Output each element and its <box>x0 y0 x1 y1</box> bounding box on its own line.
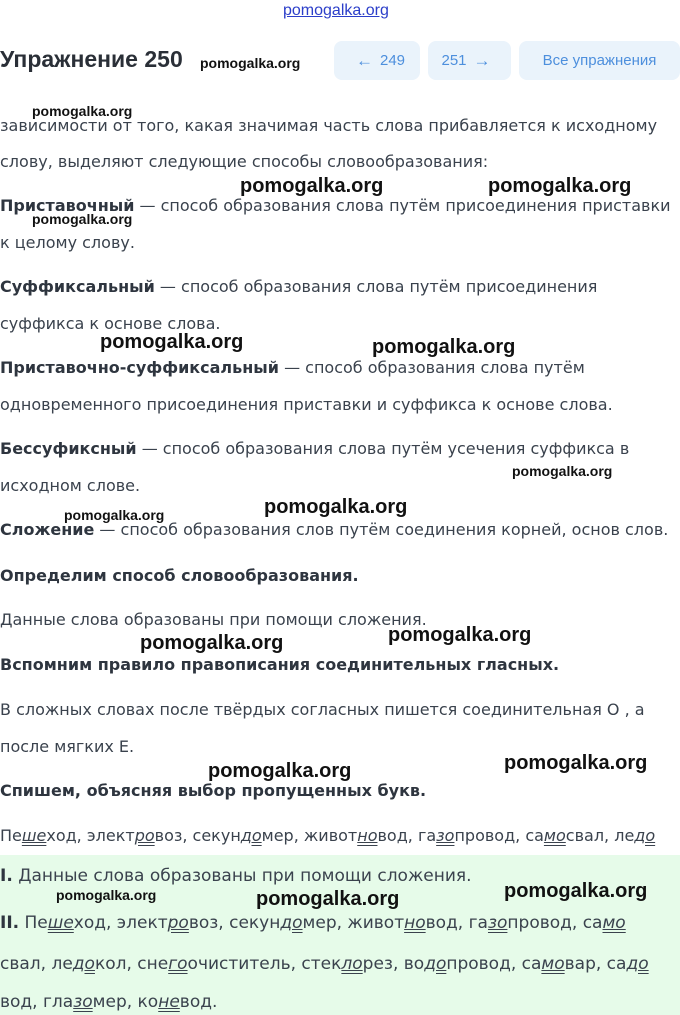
top-watermark-link[interactable]: pomogalka.org <box>283 2 389 19</box>
next-exercise-label: 251 <box>441 52 467 69</box>
answer-part-2-line-3: вод, глазомер, коневод. <box>0 992 218 1012</box>
arrow-left-icon: ← <box>355 50 373 70</box>
intro-line-1: зависимости от того, какая значимая часть слова прибавляется к исходному <box>0 116 658 135</box>
def-compound: — способ образования слов путём соединения корней, основ слов. <box>94 520 669 539</box>
watermark: pomogalka.org <box>100 331 244 353</box>
definition-nonsuffix <box>0 439 629 458</box>
page-title: Упражнение 250 <box>0 46 183 72</box>
watermark: pomogalka.org <box>388 624 532 646</box>
term-prefix: Приставочный <box>0 196 135 215</box>
def-suffix-1: — способ образования слова путём присоединения <box>154 277 598 296</box>
prev-exercise-button[interactable] <box>334 41 420 80</box>
def-prefix-2: к целому слову. <box>0 233 135 252</box>
watermark: pomogalka.org <box>488 175 632 197</box>
def-ps-1: — способ образования слова путём <box>278 358 585 377</box>
answer-part-2-line-1: II. Пешеход, электровоз, секундомер, животновод, газопровод, само <box>0 913 626 933</box>
all-exercises-button[interactable] <box>519 41 680 80</box>
heading-rule: Вспомним правило правописания соединительных гласных. <box>0 655 560 674</box>
connecting-vowel: мо <box>543 826 566 845</box>
watermark: pomogalka.org <box>200 55 301 71</box>
def-prefix-1: — способ образования слова путём присоединения приставки <box>134 196 671 215</box>
words-line: Пешеход, электровоз, секундомер, животновод, газопровод, самосвал, ледо <box>0 826 656 845</box>
term-prefix-suffix: Приставочно-суффиксальный <box>0 358 279 377</box>
watermark: pomogalka.org <box>32 103 133 119</box>
all-exercises-label: Все упражнения <box>542 52 657 69</box>
rule-line-2: после мягких Е. <box>0 737 135 756</box>
method-answer: Данные слова образованы при помощи сложения. <box>0 610 427 629</box>
intro-line-2: слову, выделяют следующие способы словообразования: <box>0 152 489 171</box>
watermark: pomogalka.org <box>56 887 157 903</box>
next-exercise-button[interactable] <box>428 41 511 80</box>
def-bs-1: — способ образования слова путём усечения суффикса в <box>136 439 630 458</box>
watermark: pomogalka.org <box>264 496 408 518</box>
answer-part-1: I. Данные слова образованы при помощи сложения. <box>0 866 472 886</box>
watermark: pomogalka.org <box>504 752 648 774</box>
connecting-vowel: но <box>357 826 378 845</box>
watermark: pomogalka.org <box>256 888 400 910</box>
answer-part-2-line-2: свал, ледокол, снегоочиститель, стеклорез, водопровод, самовар, садо <box>0 954 649 974</box>
arrow-right-icon: → <box>473 50 491 70</box>
connecting-vowel: зо <box>436 826 455 845</box>
definition-suffix <box>0 277 597 296</box>
connecting-vowel: ро <box>134 826 155 845</box>
definition-prefix-suffix <box>0 358 585 377</box>
term-suffix: Суффиксальный <box>0 277 155 296</box>
watermark: pomogalka.org <box>208 760 352 782</box>
connecting-vowel: ше <box>21 826 47 845</box>
watermark: pomogalka.org <box>140 632 284 654</box>
watermark: pomogalka.org <box>512 463 613 479</box>
term-compound: Сложение <box>0 520 95 539</box>
heading-method: Определим способ словообразования. <box>0 566 359 585</box>
connecting-vowel: до <box>240 826 262 845</box>
rule-line-1: В сложных словах после твёрдых согласных пишется соединительная О , а <box>0 700 645 719</box>
connecting-vowel: до <box>634 826 656 845</box>
def-suffix-2: суффикса к основе слова. <box>0 314 221 333</box>
prev-exercise-label: 249 <box>379 52 406 69</box>
def-bs-2: исходном слове. <box>0 476 141 495</box>
term-nonsuffix: Бессуфиксный <box>0 439 137 458</box>
watermark: pomogalka.org <box>64 507 165 523</box>
watermark: pomogalka.org <box>32 211 133 227</box>
watermark: pomogalka.org <box>504 880 648 902</box>
watermark: pomogalka.org <box>372 336 516 358</box>
heading-copy: Спишем, объясняя выбор пропущенных букв. <box>0 781 427 800</box>
def-ps-2: одновременного присоединения приставки и суффикса к основе слова. <box>0 395 613 414</box>
watermark: pomogalka.org <box>240 175 384 197</box>
